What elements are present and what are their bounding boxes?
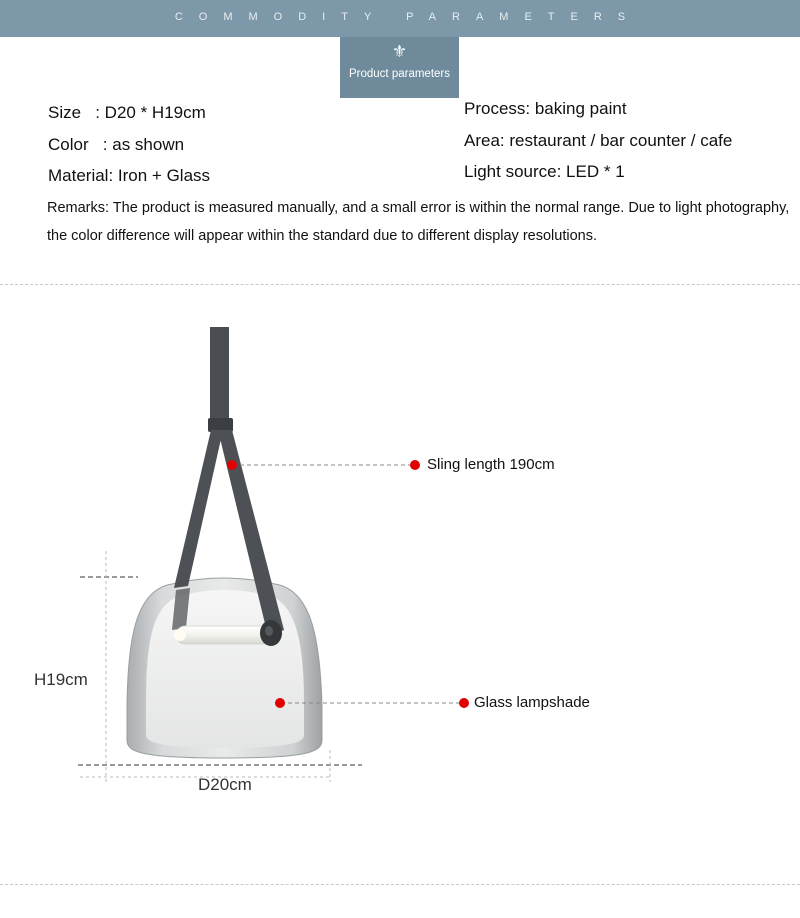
spec-light-source: Light source: LED * 1 [464, 162, 625, 181]
tab-label: Product parameters [349, 68, 450, 80]
led-tube [176, 626, 272, 644]
fleur-de-lis-icon: ⚜ [391, 42, 408, 61]
divider-bottom [0, 884, 800, 885]
sling-label-dot [410, 460, 420, 470]
spec-color: Color : as shown [48, 135, 185, 154]
spec-area: Area: restaurant / bar counter / cafe [464, 131, 733, 150]
shade-label-dot [459, 698, 469, 708]
banner-title: COMMODITY PARAMETERS [174, 11, 642, 23]
strap-buckle [208, 418, 233, 432]
diameter-dimension-label: D20cm [198, 775, 252, 794]
sling-strap-top [210, 327, 229, 425]
sling-length-label: Sling length 190cm [427, 456, 555, 473]
spec-process: Process: baking paint [464, 99, 627, 118]
sling-marker-dot [227, 460, 237, 470]
spec-material: Material: Iron + Glass [48, 166, 211, 185]
lamp-diagram [0, 290, 800, 850]
glass-lampshade-label: Glass lampshade [474, 694, 590, 711]
height-dimension-label: H19cm [34, 670, 88, 689]
remarks-text: Remarks: The product is measured manually, and a small error is within the normal range. Due to light photography, the color difference will appear within the standard due to different display resolutions. [47, 200, 790, 244]
shade-marker-dot [275, 698, 285, 708]
header-banner [0, 0, 800, 37]
led-glow [174, 629, 186, 641]
product-parameters-tab [340, 37, 459, 98]
inner-frosted-glass [146, 590, 304, 748]
sling-strap-left [174, 430, 223, 588]
divider-top [0, 284, 800, 285]
spec-size: Size : D20 * H19cm [48, 103, 206, 122]
